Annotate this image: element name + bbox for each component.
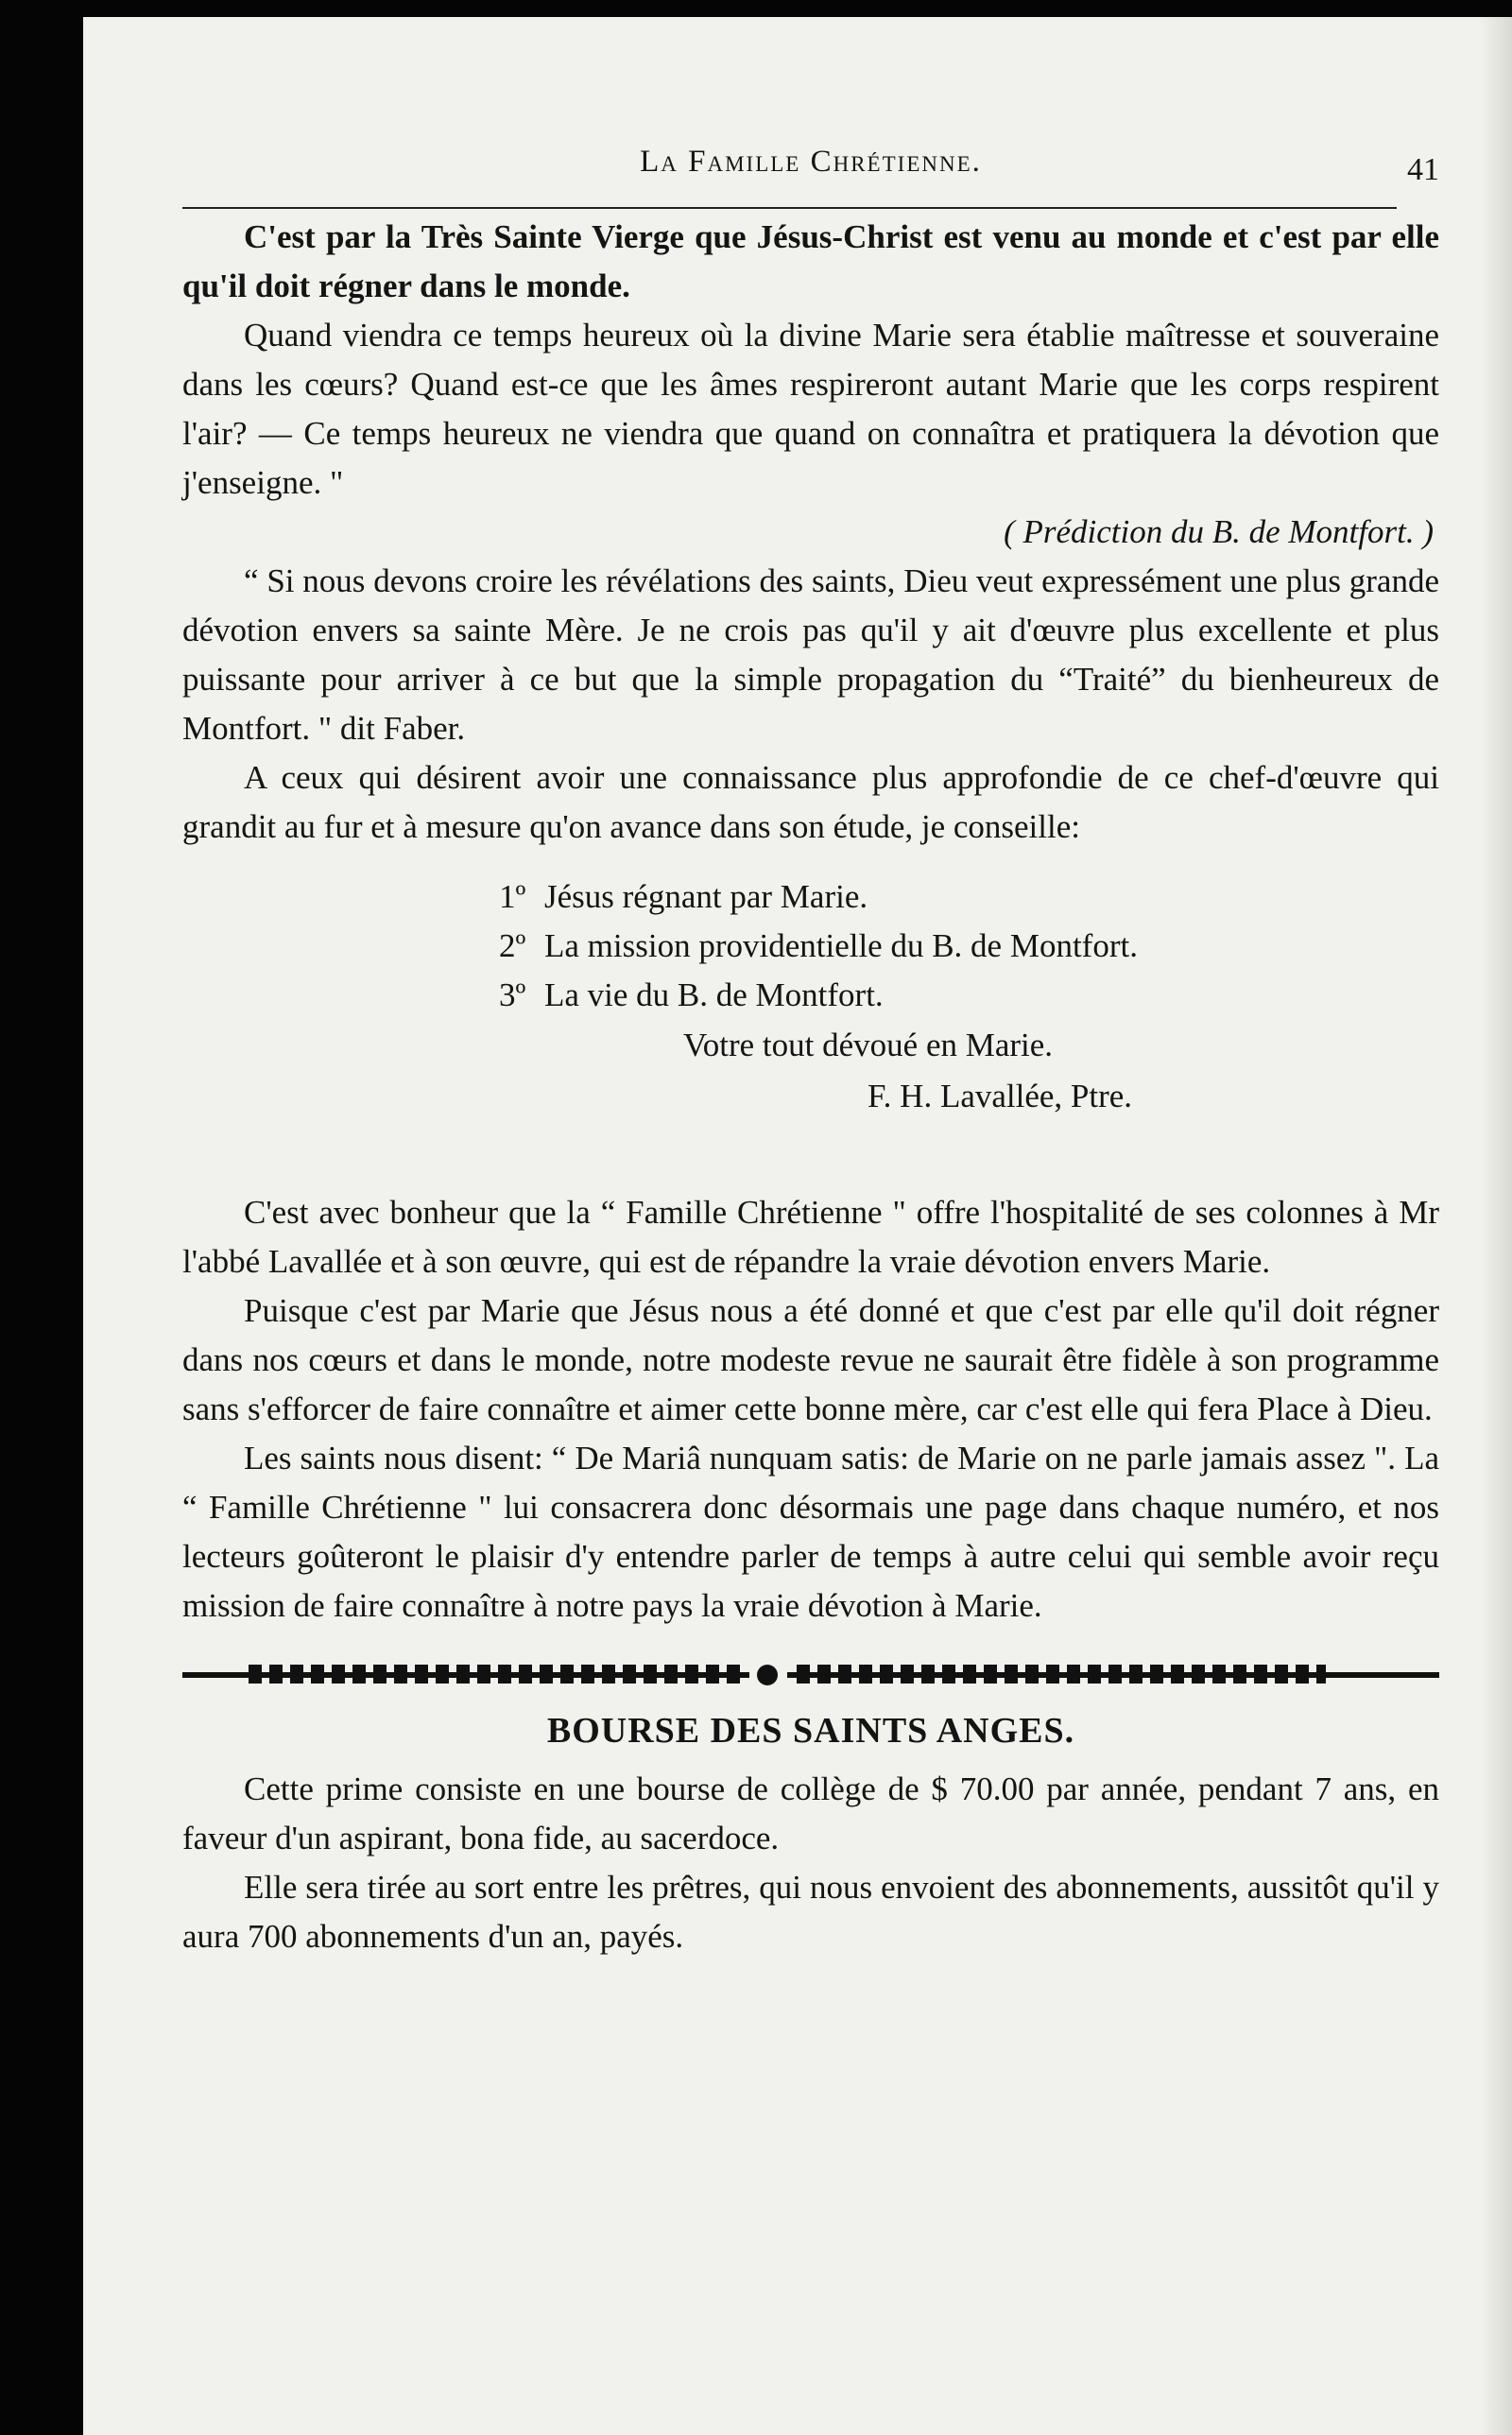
list-item xyxy=(499,971,1439,1020)
bourse-paragraph: Cette prime consiste en une bourse de collège de $ 70.00 par année, pendant 7 ans, en faveur d'un aspirant, bona fide, au sacerdoce. xyxy=(182,1770,1439,1856)
list-item xyxy=(499,872,1439,922)
list-item xyxy=(499,922,1439,971)
page-content xyxy=(182,145,1439,1961)
list-text: La vie du B. de Montfort. xyxy=(544,976,884,1013)
scanned-page xyxy=(83,17,1512,2435)
signoff: Votre tout dévoué en Marie. xyxy=(683,1027,1054,1063)
divider-center-dot xyxy=(757,1665,778,1685)
section-gap xyxy=(182,1122,1439,1188)
recommendation-list xyxy=(499,872,1439,1020)
signature: F. H. Lavallée, Ptre. xyxy=(868,1078,1133,1114)
page-edge-shadow xyxy=(1480,17,1512,2435)
section-title: BOURSE DES SAINTS ANGES. xyxy=(546,1711,1075,1751)
attribution: ( Prédiction du B. de Montfort. ) xyxy=(1004,513,1434,550)
list-number: 1º xyxy=(499,878,526,915)
list-text: La mission providentielle du B. de Montfort. xyxy=(544,927,1138,964)
body-paragraph: Quand viendra ce temps heureux où la divine Marie sera établie maîtresse et souveraine dans les cœurs? Quand est-ce que les âmes respireront autant Marie que les corps respirent l'air? — Ce temps heureux ne viendra que quand on connaîtra et pratiquera la dévotion que j'enseigne. " xyxy=(182,317,1439,501)
faber-quote-paragraph: “ Si nous devons croire les révélations des saints, Dieu veut expressément une plus grande dévotion envers sa sainte Mère. Je ne crois pas qu'il y ait d'œuvre plus excellente et plus puissante pour arriver à ce but que la simple propagation du “Traité” du bienheureux de Montfort. " dit Faber. xyxy=(182,562,1439,747)
divider-flourish-left xyxy=(249,1665,740,1684)
header-title: La Famille Chrétienne. xyxy=(640,145,982,179)
ornamental-divider xyxy=(182,1655,1439,1693)
editorial-paragraph: Puisque c'est par Marie que Jésus nous a été donné et que c'est par elle qu'il doit régner dans nos cœurs et dans le monde, notre modeste revue ne saurait être fidèle à son programme sans s'efforcer de faire connaître et aimer cette bonne mère, car c'est elle qui fera Place à Dieu. xyxy=(182,1292,1439,1427)
bourse-paragraph: Elle sera tirée au sort entre les prêtres, qui nous envoient des abonnements, aussitôt qu'il y aura 700 abonnements d'un an, payés. xyxy=(182,1869,1439,1955)
list-text: Jésus régnant par Marie. xyxy=(544,878,868,915)
list-number: 2º xyxy=(499,927,526,964)
list-number: 3º xyxy=(499,976,526,1013)
opening-paragraph: C'est par la Très Sainte Vierge que Jésus-Christ est venu au monde et c'est par elle qu'il doit régner dans le monde. xyxy=(182,218,1439,304)
recommendation-intro: A ceux qui désirent avoir une connaissance plus approfondie de ce chef-d'œuvre qui grandit au fur et à mesure qu'on avance dans son étude, je conseille: xyxy=(182,759,1439,845)
editorial-paragraph: C'est avec bonheur que la “ Famille Chrétienne " offre l'hospitalité de ses colonnes à Mr l'abbé Lavallée et à son œuvre, qui est de répandre la vraie dévotion envers Marie. xyxy=(182,1194,1439,1280)
page-number: 41 xyxy=(1407,152,1439,187)
divider-line-right xyxy=(787,1672,1439,1678)
running-header xyxy=(182,145,1439,213)
header-rule xyxy=(182,207,1397,209)
editorial-paragraph: Les saints nous disent: “ De Mariâ nunquam satis: de Marie on ne parle jamais assez ". La “ Famille Chrétienne " lui consacrera donc désormais une page dans chaque numéro, et nos lecteurs goûteront le plaisir d'y entendre parler de temps à autre celui qui semble avoir reçu mission de faire connaître à notre pays la vraie dévotion à Marie. xyxy=(182,1440,1439,1624)
